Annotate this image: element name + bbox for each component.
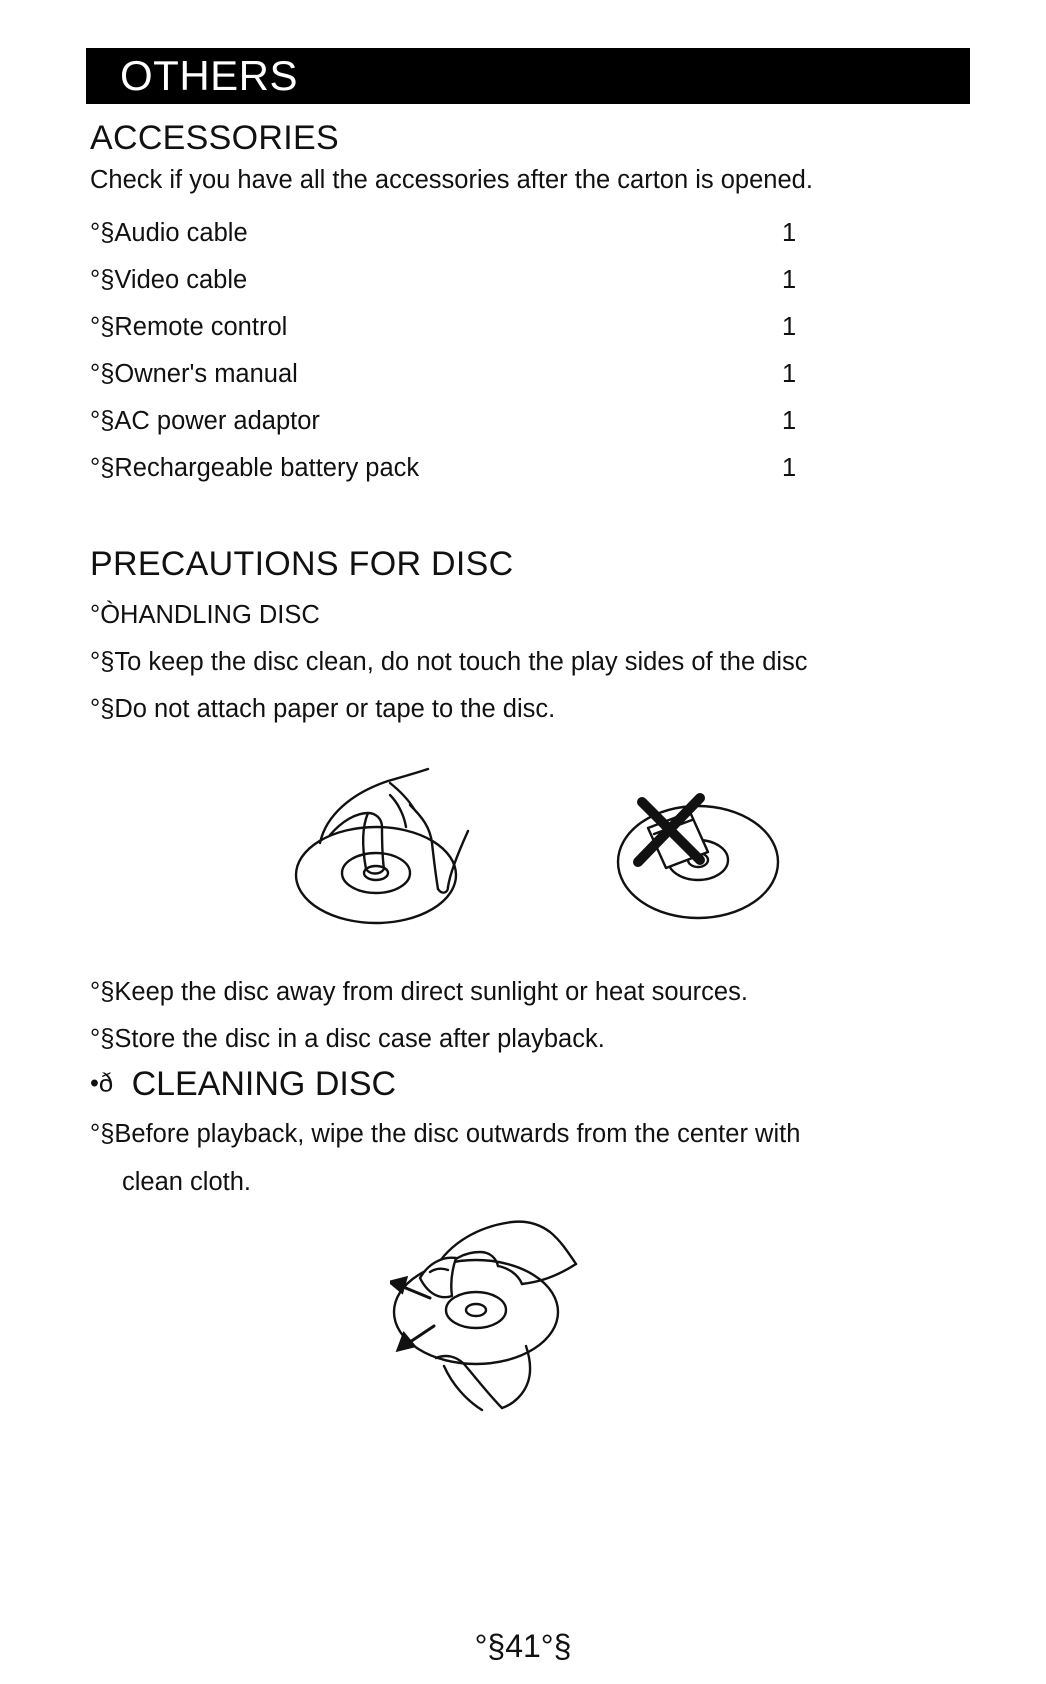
accessory-name: °§AC power adaptor xyxy=(90,407,320,435)
accessory-qty: 1 xyxy=(782,313,797,341)
cleaning-bullet-mark: •ð xyxy=(90,1069,114,1098)
page-number: °§41°§ xyxy=(474,1628,572,1664)
list-item xyxy=(90,405,810,437)
disc-handling-illustration xyxy=(290,765,500,930)
accessories-intro: Check if you have all the accessories after the carton is opened. xyxy=(90,166,813,194)
accessory-qty: 1 xyxy=(782,266,797,294)
cleaning-line: clean cloth. xyxy=(122,1168,251,1196)
accessory-qty: 1 xyxy=(782,454,797,482)
handling-disc-heading: °ÒHANDLING DISC xyxy=(90,601,320,629)
list-item xyxy=(90,217,810,249)
accessory-qty: 1 xyxy=(782,360,797,388)
disc-no-tape-illustration xyxy=(608,790,788,925)
accessories-heading: ACCESSORIES xyxy=(90,119,339,157)
accessory-name: °§Remote control xyxy=(90,313,288,341)
storage-line: °§Keep the disc away from direct sunlight or heat sources. xyxy=(90,978,748,1006)
accessory-qty: 1 xyxy=(782,407,797,435)
list-item xyxy=(90,264,810,296)
cleaning-line: °§Before playback, wipe the disc outwards from the center with xyxy=(90,1120,801,1148)
accessory-name: °§Audio cable xyxy=(90,219,248,247)
precautions-heading: PRECAUTIONS FOR DISC xyxy=(90,545,514,583)
list-item xyxy=(90,311,810,343)
section-header-bar xyxy=(86,48,970,104)
accessory-name: °§Video cable xyxy=(90,266,248,294)
handling-line: °§To keep the disc clean, do not touch the play sides of the disc xyxy=(90,648,808,676)
section-header-title: OTHERS xyxy=(120,52,299,99)
accessory-name: °§Rechargeable battery pack xyxy=(90,454,420,482)
list-item xyxy=(90,358,810,390)
accessory-name: °§Owner's manual xyxy=(90,360,298,388)
cleaning-heading-label: CLEANING DISC xyxy=(131,1065,397,1103)
list-item xyxy=(90,452,810,484)
accessory-qty: 1 xyxy=(782,219,797,247)
disc-cleaning-illustration xyxy=(390,1208,610,1418)
cleaning-disc-heading xyxy=(90,1064,396,1104)
storage-line: °§Store the disc in a disc case after playback. xyxy=(90,1025,605,1053)
handling-line: °§Do not attach paper or tape to the disc. xyxy=(90,695,556,723)
